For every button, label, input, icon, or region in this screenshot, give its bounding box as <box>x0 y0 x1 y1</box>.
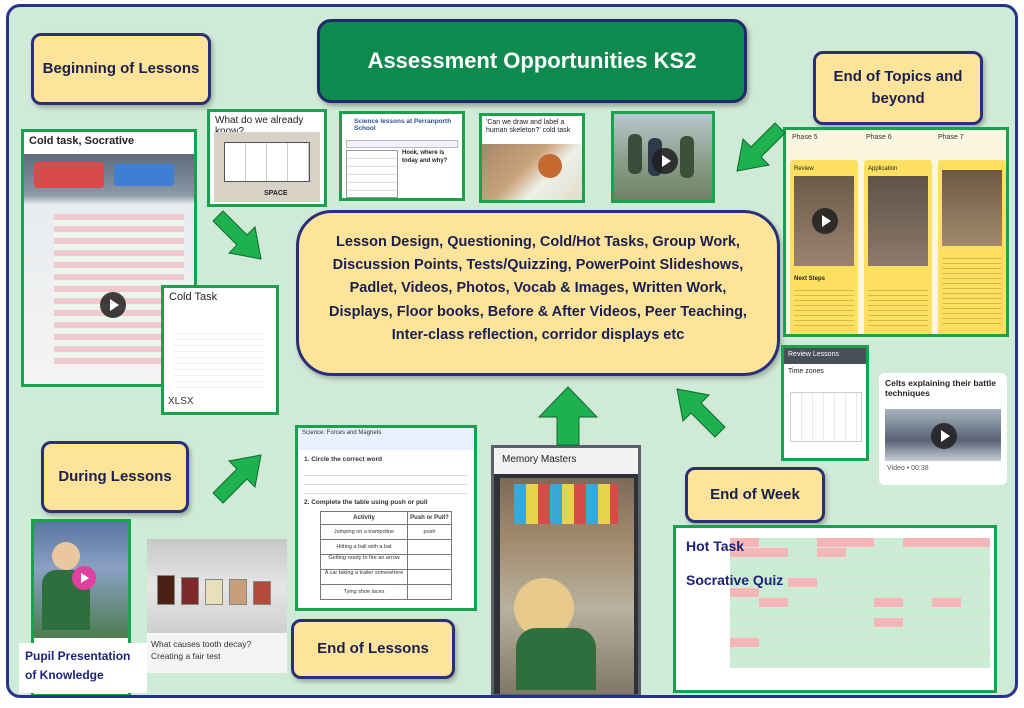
arrow-up-right-icon <box>205 441 275 511</box>
worksheet-q2: 2. Complete the table using push or pull <box>304 499 428 506</box>
application-heading: Application <box>868 166 898 172</box>
next-steps-heading: Next Steps <box>794 276 826 282</box>
cold-task-xlsx-card[interactable] <box>161 285 279 415</box>
time-zones-title: Time zones <box>788 368 824 375</box>
worksheet-heading: Science: Forces and Magnets <box>298 428 474 450</box>
assessment-board <box>6 4 1018 698</box>
answer-cell: push <box>423 529 436 535</box>
xlsx-badge: XLSX <box>168 396 194 407</box>
video-duration: Video • 00:38 <box>887 465 929 472</box>
label-end-of-week: End of Week <box>685 467 825 523</box>
cold-task-socrative-title: Cold task, Socrative <box>29 135 135 147</box>
memory-masters-title: Memory Masters <box>494 448 638 474</box>
answer-cell <box>408 585 451 599</box>
arrow-down-right-icon <box>205 203 275 273</box>
activity-header: Activity <box>321 512 408 524</box>
activity-cell: Hitting a ball with a bat <box>321 540 408 554</box>
space-label: SPACE <box>264 190 288 197</box>
hot-task-label: Hot Task <box>686 538 745 554</box>
celts-video-card[interactable] <box>879 373 1007 485</box>
play-icon[interactable] <box>652 148 678 174</box>
play-icon[interactable] <box>100 292 126 318</box>
tooth-decay-card[interactable] <box>147 539 287 673</box>
socrative-results-grid <box>730 538 990 668</box>
review-lessons-card[interactable] <box>781 345 869 461</box>
phases-padlet-card[interactable] <box>783 127 1009 337</box>
phase5-header: Phase 5 <box>792 134 818 141</box>
tooth-decay-caption: What causes tooth decay? Creating a fair test <box>151 639 252 661</box>
perranporth-lesson-card[interactable] <box>339 111 465 201</box>
answer-cell <box>408 570 451 584</box>
play-icon[interactable] <box>812 208 838 234</box>
group-outdoor-video-card[interactable] <box>611 111 715 203</box>
answer-cell <box>408 555 451 569</box>
what-do-we-know-title: What do we already <box>215 115 304 126</box>
arrow-up-left-icon <box>663 375 733 445</box>
activity-cell: Getting ready to fire an arrow <box>321 555 408 569</box>
assessment-methods-box: Lesson Design, Questioning, Cold/Hot Tasks, Group Work, Discussion Points, Tests/Quizzing, PowerPoint Slideshows, Padlet, Videos, Photos, Vocab & Images, Written Work, Displays, Floor books, Before & After Videos, Peer Teaching, Inter-class reflection, corridor displays etc <box>296 210 780 376</box>
play-icon[interactable] <box>931 423 957 449</box>
label-end-of-lessons: End of Lessons <box>291 619 455 679</box>
forces-worksheet-card[interactable] <box>295 425 477 611</box>
pupil-presentation-caption: Pupil Presentation of Knowledge <box>19 643 147 693</box>
socrative-quiz-label: Socrative Quiz <box>686 572 784 588</box>
page-title: Assessment Opportunities KS2 <box>317 19 747 103</box>
what-do-we-know-card[interactable] <box>207 109 327 207</box>
answer-cell <box>408 540 451 554</box>
perranporth-title: Science lessons at Perranporth School <box>354 118 452 132</box>
label-during-lessons: During Lessons <box>41 441 189 513</box>
phase7-header: Phase 7 <box>938 134 964 141</box>
arrow-down-left-icon <box>723 115 793 185</box>
label-beginning-of-lessons: Beginning of Lessons <box>31 33 211 105</box>
review-lessons-title: Review Lessons <box>784 348 866 364</box>
hot-task-socrative-card[interactable] <box>673 525 997 693</box>
activity-cell: A car taking a trailer somewhere <box>321 570 408 584</box>
memory-masters-card[interactable] <box>491 445 641 697</box>
push-pull-table <box>320 511 452 600</box>
skeleton-title: 'Can we draw and label a human skeleton?' cold task <box>486 119 571 135</box>
cold-task-title: Cold Task <box>169 291 218 303</box>
activity-cell: Tying shoe laces <box>321 585 408 599</box>
worksheet-q1: 1. Circle the correct word <box>304 456 383 463</box>
review-heading: Review <box>794 166 814 172</box>
play-icon[interactable] <box>72 566 96 590</box>
label-end-of-topics: End of Topics and beyond <box>813 51 983 125</box>
celts-title: Celts explaining their battle techniques <box>885 378 996 399</box>
skeleton-cold-task-card[interactable] <box>479 113 585 203</box>
arrow-up-icon <box>533 383 603 449</box>
perranporth-hook: Hook, where is today and why? <box>402 150 448 164</box>
push-pull-header: Push or Pull? <box>410 515 449 521</box>
phase6-header: Phase 6 <box>866 134 892 141</box>
activity-cell: Jumping on a trampoline <box>321 525 408 539</box>
